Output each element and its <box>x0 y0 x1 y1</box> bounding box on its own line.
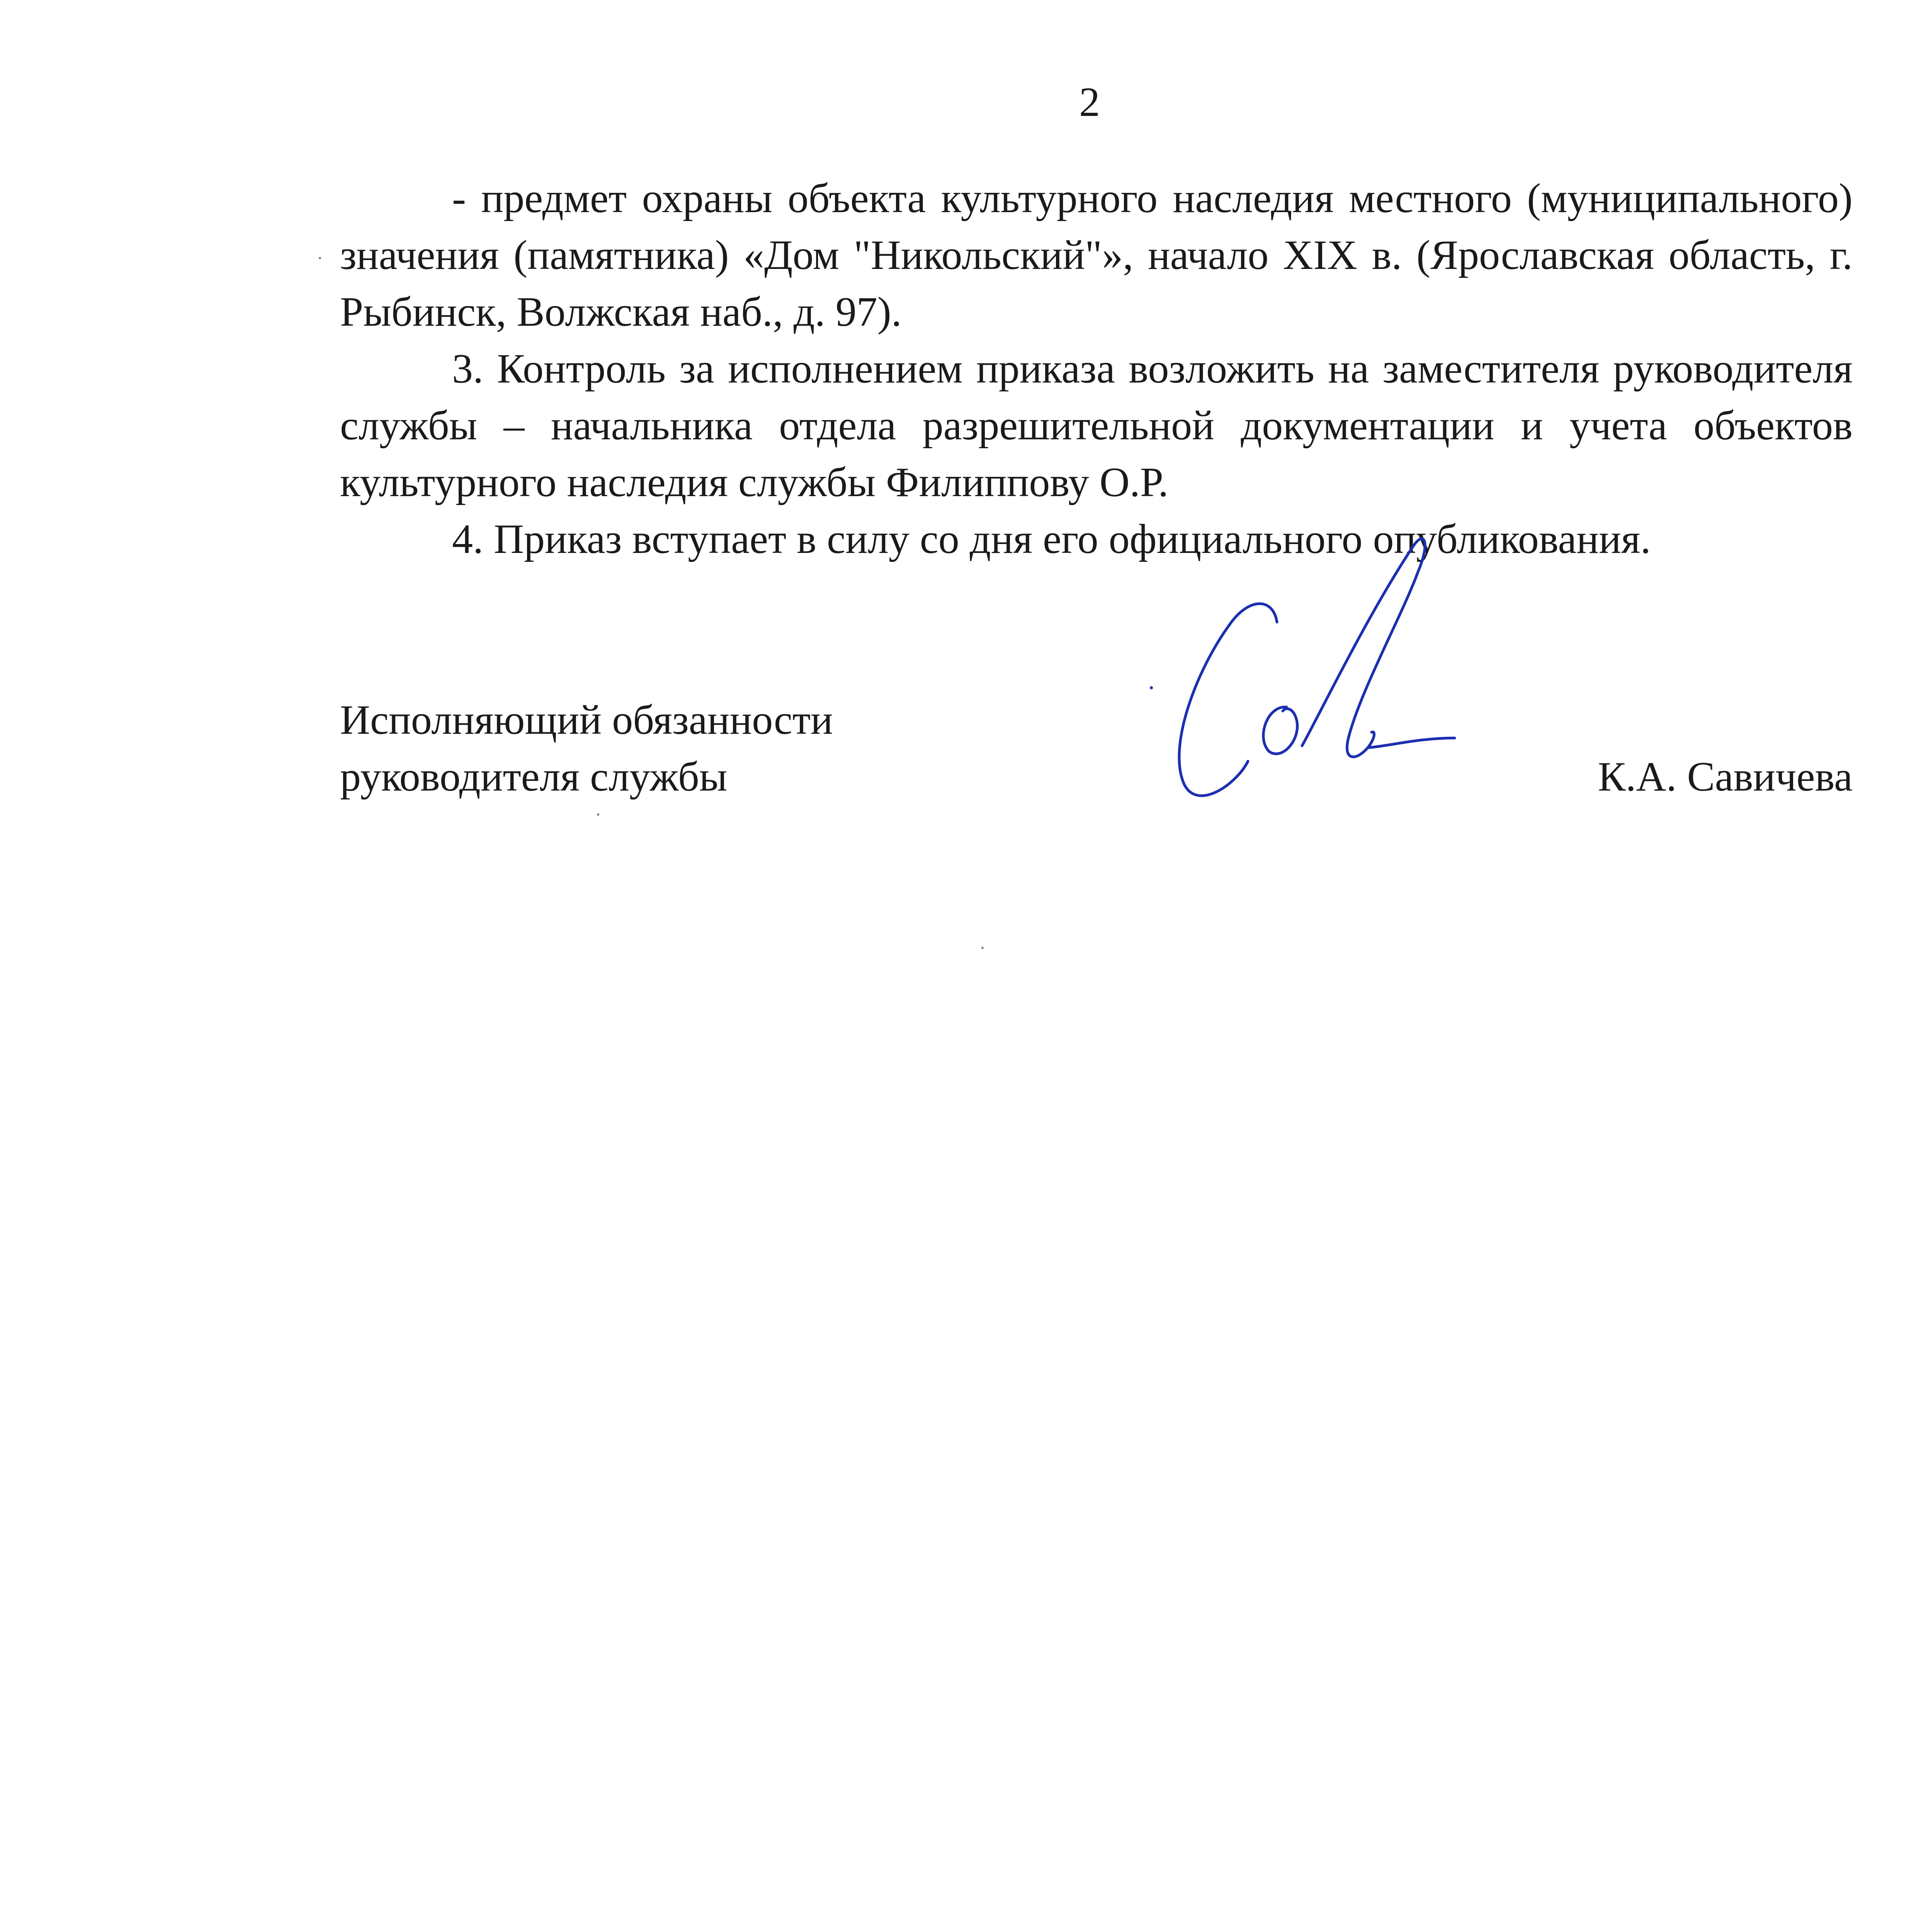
signatory-position-line2: руководителя службы <box>340 754 728 800</box>
paragraph-protection-subject: - предмет охраны объекта культурного наследия местного (муниципального) значения (памятника) «Дом "Никольский"», начало XIX в. (Ярославская область, г. Рыбинск, Волжская наб., д. 97). <box>340 175 1853 335</box>
document-body <box>340 170 1853 568</box>
page-number: 2 <box>1079 79 1100 125</box>
signatory-position-line1: Исполняющий обязанности <box>340 697 833 743</box>
scan-speck <box>981 947 984 949</box>
scan-speck <box>597 813 599 816</box>
signatory-name: К.А. Савичева <box>1598 754 1853 800</box>
signatory-position <box>340 692 833 805</box>
handwritten-signature <box>1120 529 1468 808</box>
paragraph-control: 3. Контроль за исполнением приказа возложить на заместителя руководителя службы – начальника отдела разрешительной документации и учета объектов культурного наследия службы Филиппову О.Р. <box>340 346 1853 505</box>
scan-speck <box>319 257 321 259</box>
paragraph-effective: 4. Приказ вступает в силу со дня его официального опубликования. <box>452 516 1651 562</box>
